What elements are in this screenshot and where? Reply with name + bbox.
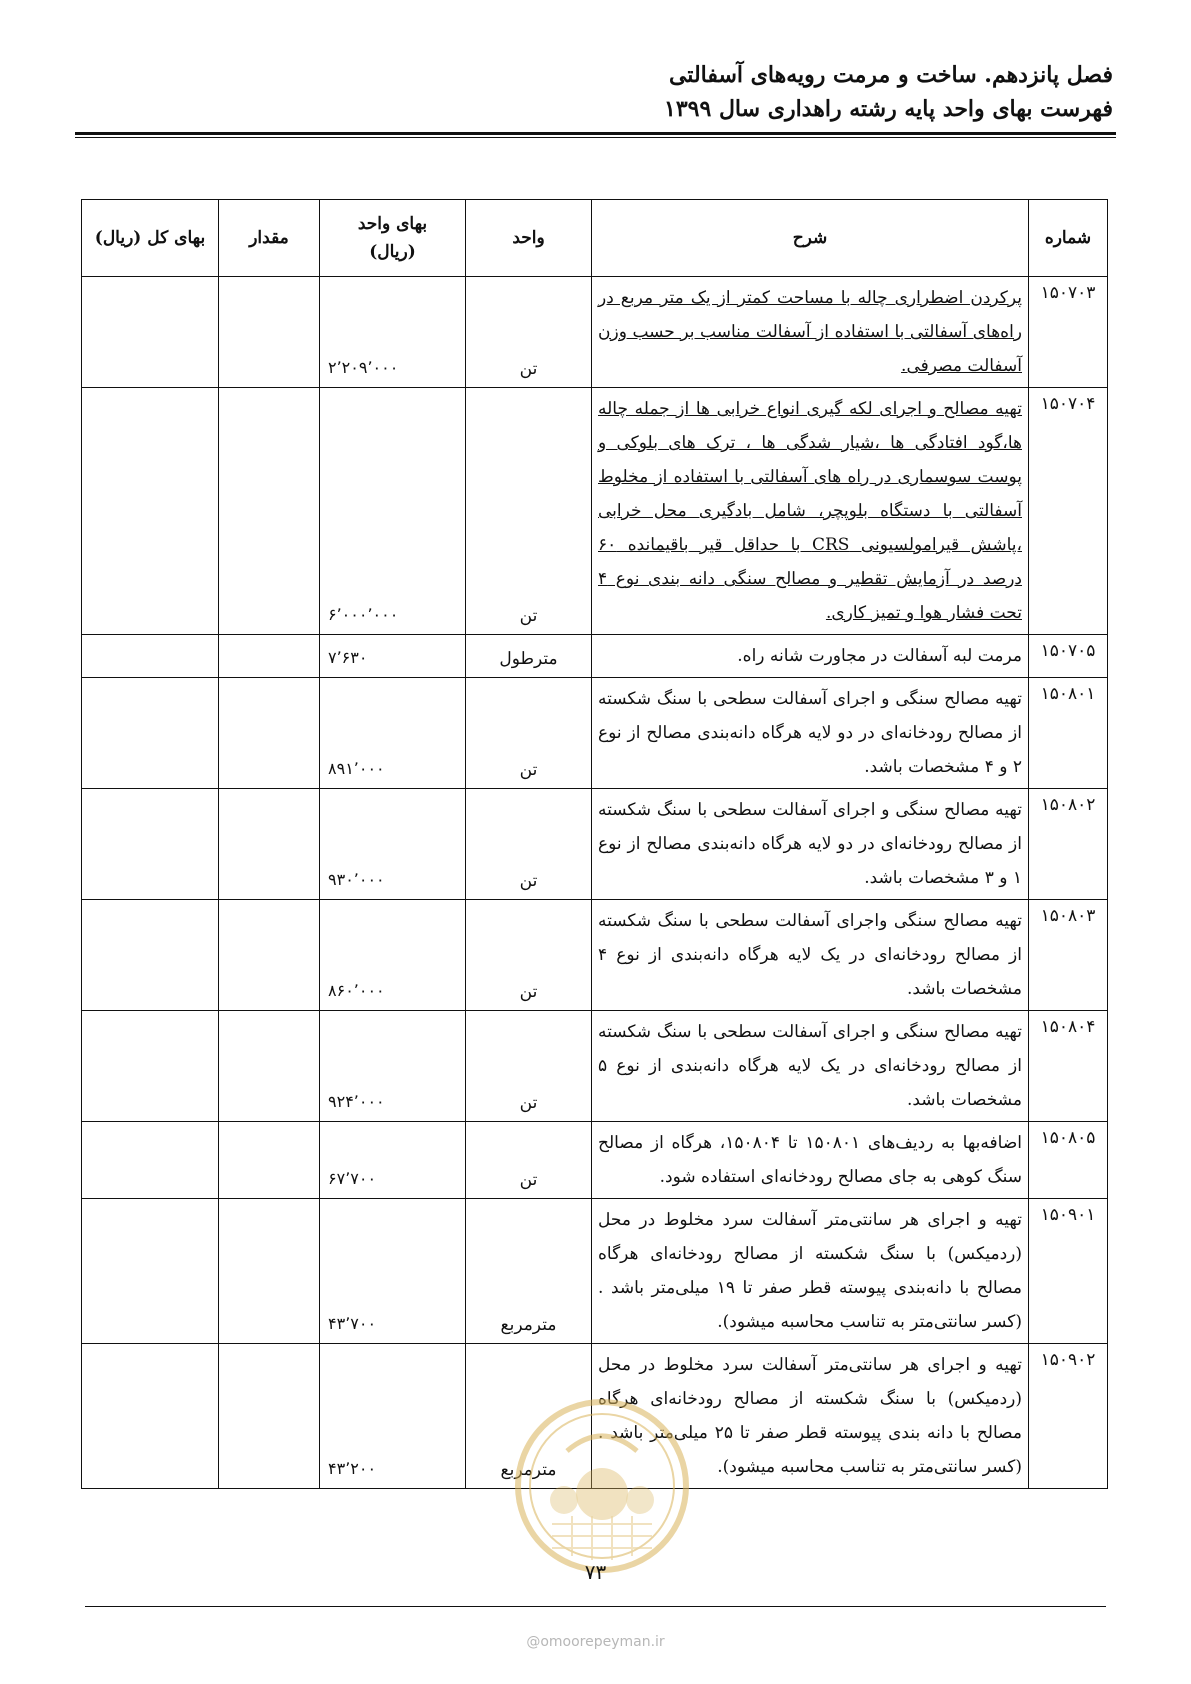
price-table (81, 199, 1108, 1489)
row-unit-price: ۲٬۲۰۹٬۰۰۰ (320, 277, 466, 388)
row-unit-price: ۹۲۴٬۰۰۰ (320, 1011, 466, 1122)
row-description (592, 388, 1029, 635)
row-unit: تن (466, 388, 592, 635)
row-description-text: تهیه و اجرای هر سانتی‌متر آسفالت سرد مخلوط در محل (ردمیکس) با سنگ شکسته از مصالح رودخانه‌ای هرگاه مصالح با دانه بندی پیوسته قطر صفر تا ۲۵ میلی‌متر باشد . (کسر سانتی‌متر به تناسب محاسبه میشود). (598, 1355, 1022, 1477)
table-row (82, 1122, 1108, 1199)
row-description (592, 789, 1029, 900)
row-number: ۱۵۰۸۰۴ (1029, 1011, 1108, 1122)
row-unit-price: ۸۶۰٬۰۰۰ (320, 900, 466, 1011)
row-quantity (219, 277, 320, 388)
row-description-text: تهیه مصالح سنگی و اجرای آسفالت سطحی با سنگ شکسته از مصالح رودخانه‌ای در دو لایه هرگاه دانه‌بندی مصالح از نوع ۱ و ۳ مشخصات باشد. (598, 800, 1022, 888)
row-unit-price: ۴۳٬۷۰۰ (320, 1199, 466, 1344)
row-number: ۱۵۰۸۰۵ (1029, 1122, 1108, 1199)
table-row (82, 678, 1108, 789)
header-total: بهای کل (ریال) (82, 200, 219, 277)
chapter-title: فصل پانزدهم. ساخت و مرمت رویه‌های آسفالتی (668, 62, 1113, 88)
row-unit: مترطول (466, 635, 592, 678)
row-quantity (219, 900, 320, 1011)
row-unit-price: ۶٬۰۰۰٬۰۰۰ (320, 388, 466, 635)
row-description (592, 1122, 1029, 1199)
row-unit: تن (466, 678, 592, 789)
row-total (82, 678, 219, 789)
row-unit-price: ۶۷٬۷۰۰ (320, 1122, 466, 1199)
row-unit-price: ۹۳۰٬۰۰۰ (320, 789, 466, 900)
row-quantity (219, 789, 320, 900)
table-row (82, 388, 1108, 635)
row-total (82, 1011, 219, 1122)
row-description-text: تهیه مصالح سنگی و اجرای آسفالت سطحی با سنگ شکسته از مصالح رودخانه‌ای در دو لایه هرگاه دانه‌بندی مصالح از نوع ۲ و ۴ مشخصات باشد. (598, 689, 1022, 777)
header-rule-thin (75, 137, 1116, 138)
table-row (82, 635, 1108, 678)
row-number: ۱۵۰۸۰۳ (1029, 900, 1108, 1011)
row-quantity (219, 678, 320, 789)
header-unit-price-currency: (ریال) (369, 242, 416, 262)
row-quantity (219, 388, 320, 635)
header-unit: واحد (466, 200, 592, 277)
publisher-seal-watermark (512, 1396, 692, 1576)
row-total (82, 277, 219, 388)
row-quantity (219, 635, 320, 678)
row-total (82, 789, 219, 900)
row-unit: مترمربع (466, 1199, 592, 1344)
row-unit: تن (466, 1122, 592, 1199)
header-number: شماره (1029, 200, 1108, 277)
row-unit: تن (466, 789, 592, 900)
table-row (82, 277, 1108, 388)
row-description (592, 678, 1029, 789)
row-description-text: اضافه‌بها به ردیف‌های ۱۵۰۸۰۱ تا ۱۵۰۸۰۴، هرگاه از مصالح سنگ کوهی به جای مصالح رودخانه‌ای استفاده شود. (598, 1133, 1022, 1187)
row-quantity (219, 1011, 320, 1122)
row-total (82, 900, 219, 1011)
row-description (592, 635, 1029, 678)
row-description (592, 900, 1029, 1011)
row-description-text: مرمت لبه آسفالت در مجاورت شانه راه. (737, 646, 1022, 666)
table-row (82, 1011, 1108, 1122)
row-description-text: تهیه و اجرای هر سانتی‌متر آسفالت سرد مخلوط در محل (ردمیکس) با سنگ شکسته از مصالح رودخانه‌ای هرگاه مصالح با دانه‌بندی پیوسته قطر صفر تا ۱۹ میلی‌متر باشد . (کسر سانتی‌متر به تناسب محاسبه میشود). (598, 1210, 1023, 1332)
table-header-row (82, 200, 1108, 277)
table-row (82, 900, 1108, 1011)
row-total (82, 635, 219, 678)
footer-rule (85, 1606, 1106, 1607)
row-description (592, 1011, 1029, 1122)
row-description-text: پرکردن اضطراری چاله با مساحت کمتر از یک متر مربع در راه‌های آسفالتی با استفاده از آسفالت مناسب بر حسب وزن آسفالت مصرفی. (598, 288, 1022, 376)
header-unit-price-label: بهای واحد (357, 214, 428, 234)
row-number: ۱۵۰۸۰۱ (1029, 678, 1108, 789)
row-unit: مترمربع (466, 1344, 592, 1489)
row-total (82, 1122, 219, 1199)
header-rule-thick (75, 132, 1116, 135)
page-header (664, 58, 1113, 126)
row-description-text: تهیه مصالح و اجرای لکه گیری انواع خرابی ها از جمله چاله ها،گود افتادگی ها ،شیار شدگی ها ، ترک های بلوکی و پوست سوسماری در راه های آسفالتی با استفاده از مخلوط آسفالتی با دستگاه بلوپچر، شامل بادگیری محل خرابی ،پاشش قیرامولسیونی CRS با حداقل قیر باقیمانده ۶۰ درصد در آزمایش تقطیر و مصالح سنگی دانه بندی نوع ۴ تحت فشار هوا و تمیز کاری. (598, 399, 1022, 623)
table-row (82, 1199, 1108, 1344)
row-unit: تن (466, 900, 592, 1011)
row-total (82, 388, 219, 635)
row-number: ۱۵۰۷۰۳ (1029, 277, 1108, 388)
header-unit-price (320, 200, 466, 277)
list-title: فهرست بهای واحد پایه رشته راهداری سال ۱۳۹۹ (664, 96, 1113, 122)
row-description-text: تهیه مصالح سنگی و اجرای آسفالت سطحی با سنگ شکسته از مصالح رودخانه‌ای در یک لایه هرگاه دانه‌بندی از نوع ۵ مشخصات باشد. (598, 1022, 1022, 1110)
row-description (592, 1199, 1029, 1344)
row-total (82, 1199, 219, 1344)
row-number: ۱۵۰۷۰۵ (1029, 635, 1108, 678)
row-description-text: تهیه مصالح سنگی واجرای آسفالت سطحی با سنگ شکسته از مصالح رودخانه‌ای در یک لایه هرگاه دانه‌بندی از نوع ۴ مشخصات باشد. (598, 911, 1022, 999)
row-quantity (219, 1344, 320, 1489)
row-description (592, 277, 1029, 388)
row-unit: تن (466, 1011, 592, 1122)
row-quantity (219, 1122, 320, 1199)
row-number: ۱۵۰۷۰۴ (1029, 388, 1108, 635)
row-number: ۱۵۰۹۰۱ (1029, 1199, 1108, 1344)
row-quantity (219, 1199, 320, 1344)
row-unit-price: ۸۹۱٬۰۰۰ (320, 678, 466, 789)
row-unit-price: ۴۳٬۲۰۰ (320, 1344, 466, 1489)
header-description: شرح (592, 200, 1029, 277)
row-number: ۱۵۰۹۰۲ (1029, 1344, 1108, 1489)
header-quantity: مقدار (219, 200, 320, 277)
row-total (82, 1344, 219, 1489)
row-unit-price: ۷٬۶۳۰ (320, 635, 466, 678)
page-number: ۷۳ (584, 1560, 607, 1584)
table-row (82, 789, 1108, 900)
row-number: ۱۵۰۸۰۲ (1029, 789, 1108, 900)
row-unit: تن (466, 277, 592, 388)
website-watermark: @omoorepeyman.ir (526, 1634, 665, 1650)
